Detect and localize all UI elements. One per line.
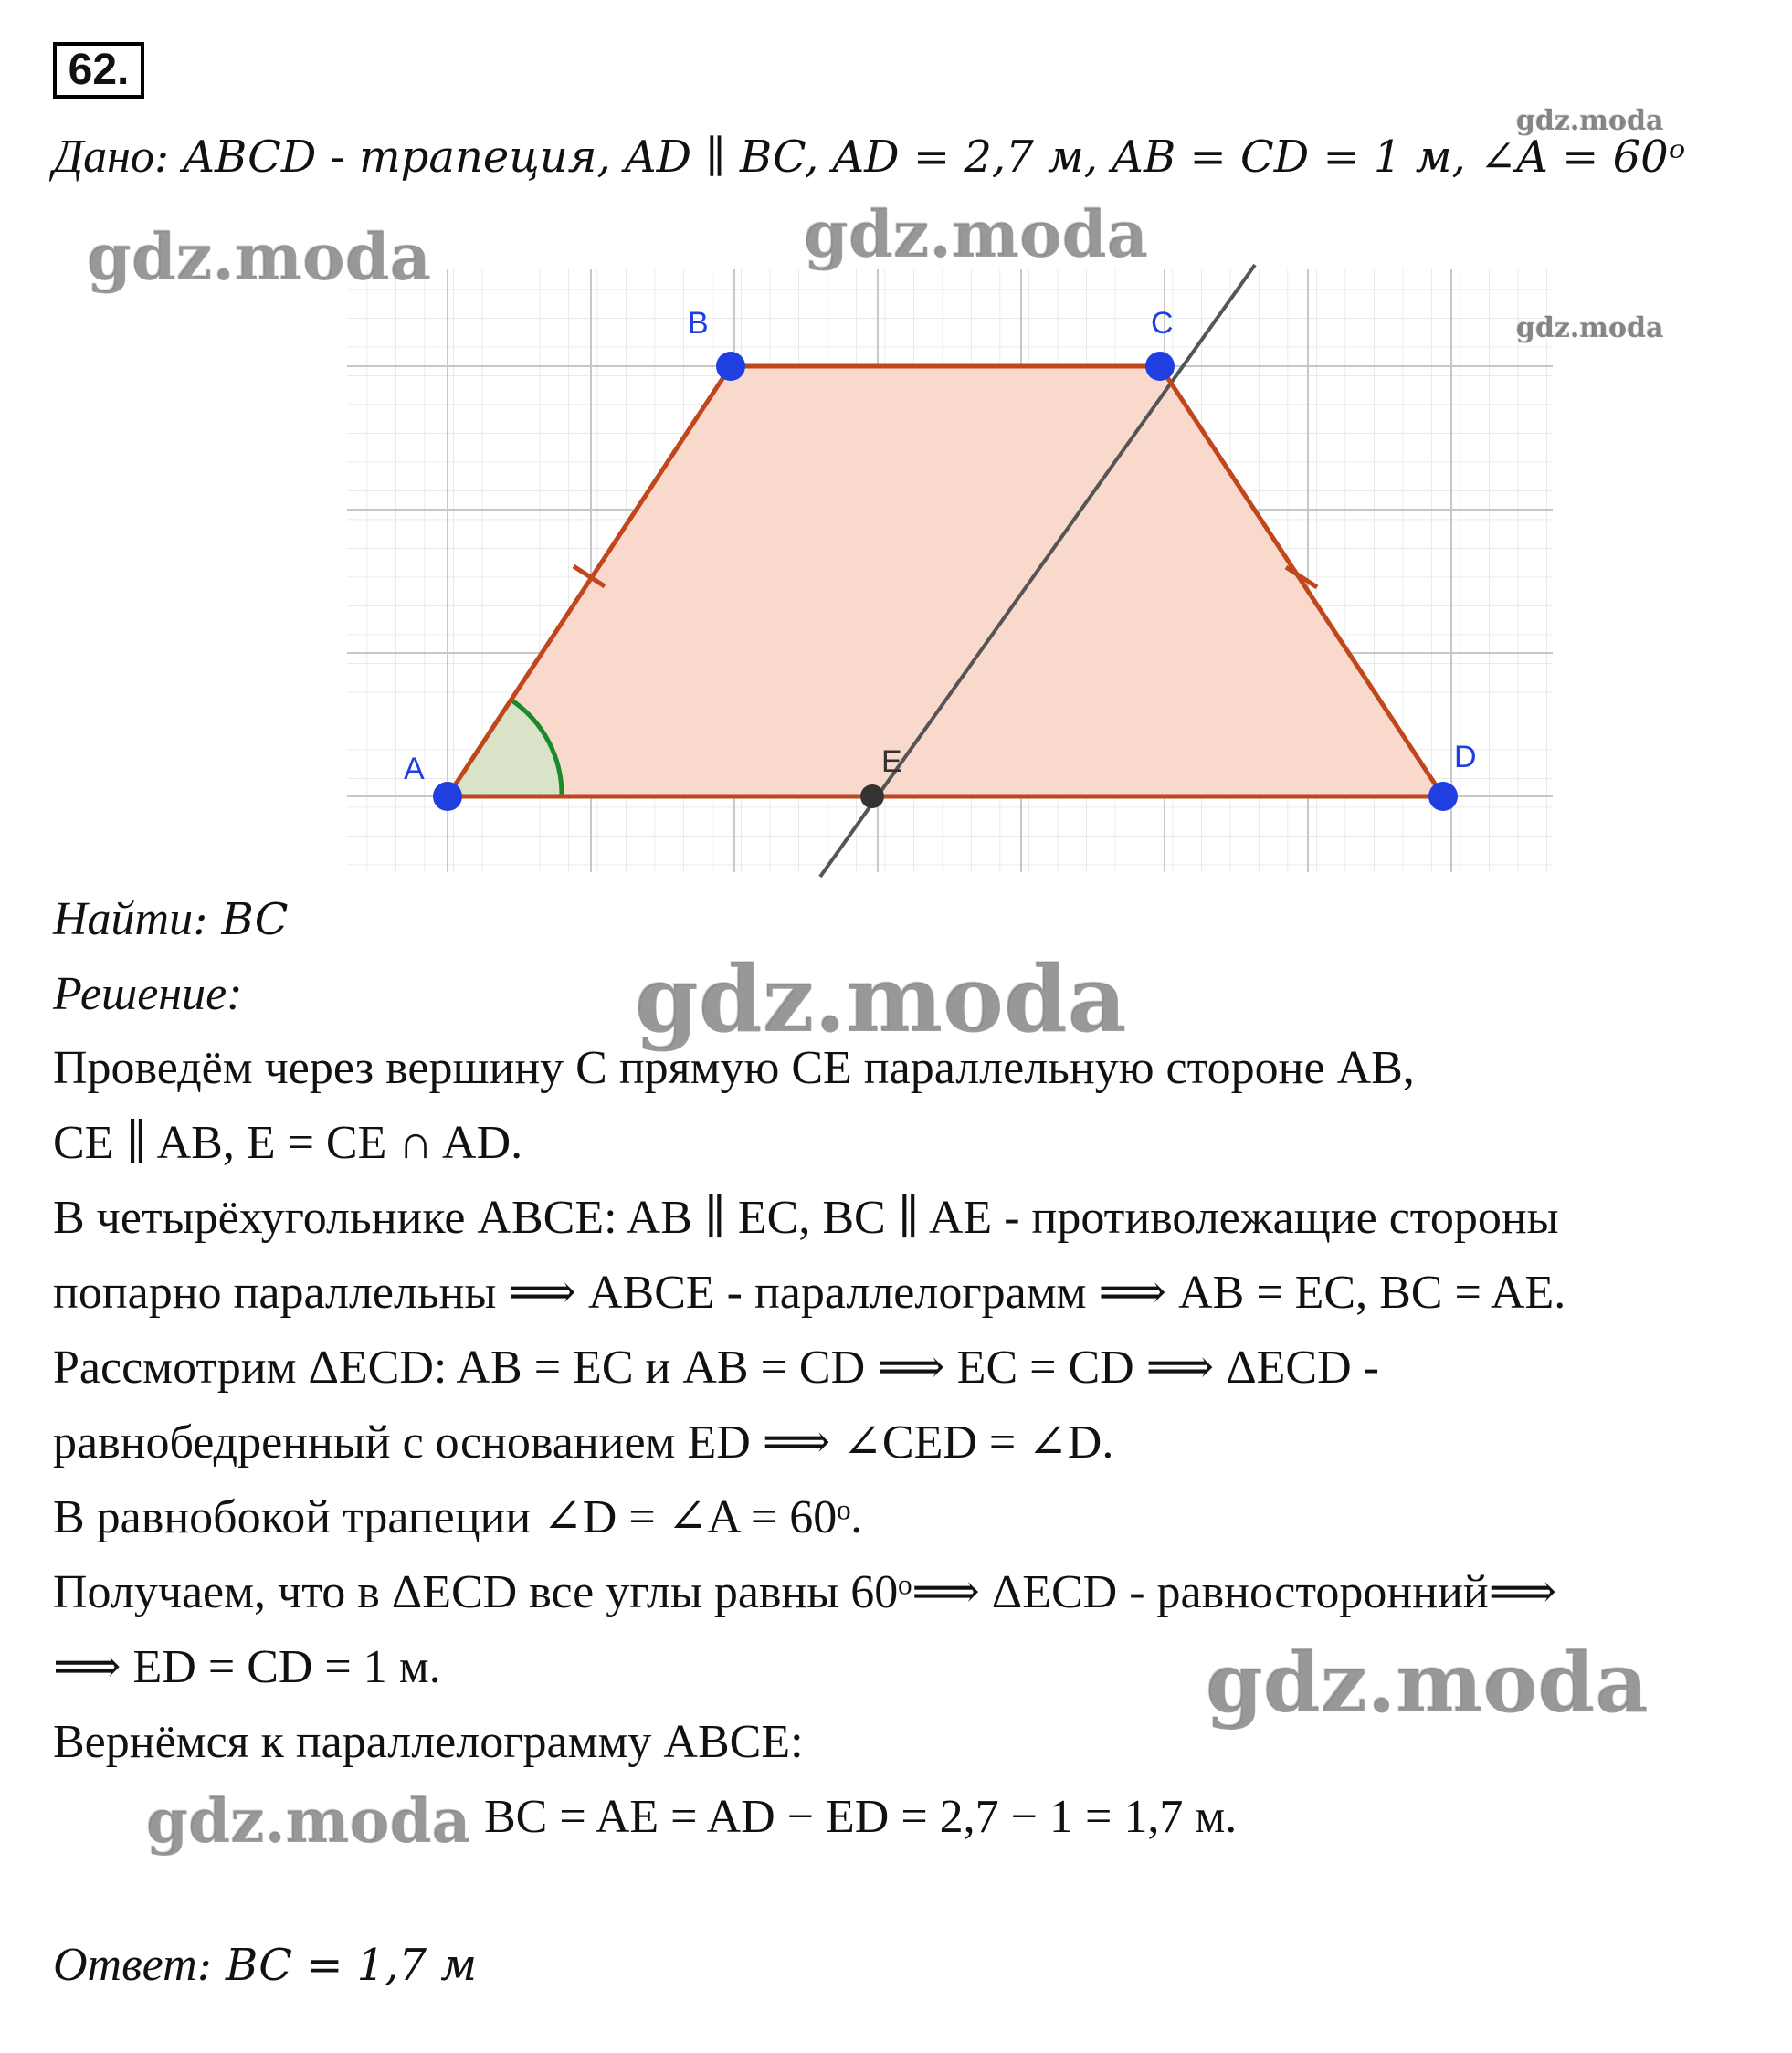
- answer-label: Ответ: [53, 1939, 197, 1991]
- find-label: Найти: [53, 893, 194, 945]
- solution-label: Решение:: [53, 968, 243, 1020]
- answer-text: : BC = 1,7 м: [196, 1940, 478, 1991]
- vertex-d: [1428, 782, 1458, 811]
- watermark: gdz.moda: [1516, 312, 1664, 344]
- solution-line-3: В четырёхугольнике ABCE: AB ∥ EC, BC ∥ AE - противолежащие стороны: [53, 1192, 1559, 1244]
- trapezoid-figure: [338, 260, 1562, 881]
- solution-line-1: Проведём через вершину C прямую CE параллельную стороне AB,: [53, 1042, 1415, 1094]
- solution-line-5: Рассмотрим ΔECD: AB = EC и AB = CD ⟹ EC = CD ⟹ ΔECD -: [53, 1342, 1379, 1394]
- solution-line-4: попарно параллельны ⟹ ABCE - параллелограмм ⟹ AB = EC, BC = AE.: [53, 1267, 1566, 1319]
- solution-line-7: В равнобокой трапеции ∠D = ∠A = 60ᵒ.: [53, 1491, 863, 1543]
- point-e: [860, 784, 884, 808]
- find-text: : BC: [193, 894, 289, 945]
- vertex-b: [716, 352, 745, 381]
- watermark: gdz.moda: [1206, 1635, 1649, 1732]
- label-e: E: [881, 744, 902, 779]
- label-c: C: [1151, 306, 1174, 341]
- label-d: D: [1454, 740, 1477, 774]
- problem-number: 62.: [53, 42, 144, 99]
- solution-line-2: CE ∥ AB, E = CE ∩ AD.: [53, 1117, 523, 1169]
- label-b: B: [688, 306, 709, 341]
- given-line: [53, 128, 1685, 186]
- vertex-a: [433, 782, 462, 811]
- solution-line-8: Получаем, что в ΔECD все углы равны 60ᵒ⟹ ΔECD - равносторонний⟹: [53, 1566, 1557, 1618]
- watermark: gdz.moda: [1516, 105, 1664, 137]
- watermark: gdz.moda: [635, 945, 1127, 1053]
- given-label: Дано: [53, 131, 154, 183]
- given-text: : ABCD - трапеция, AD ∥ BC, AD = 2,7 м, AB = CD = 1 м, ∠A = 60ᵒ: [153, 132, 1686, 183]
- solution-line-10: Вернёмся к параллелограмму ABCE:: [53, 1716, 804, 1768]
- solution-line-6: равнобедренный с основанием ED ⟹ ∠CED = ∠D.: [53, 1416, 1114, 1469]
- watermark: gdz.moda: [146, 1785, 471, 1857]
- find-line: [53, 890, 288, 949]
- watermark: gdz.moda: [87, 219, 432, 295]
- vertex-c: [1145, 352, 1175, 381]
- watermark: gdz.moda: [804, 196, 1149, 272]
- solution-line-11: BC = AE = AD − ED = 2,7 − 1 = 1,7 м.: [484, 1791, 1238, 1843]
- answer-line: [53, 1936, 477, 1995]
- label-a: A: [404, 752, 425, 786]
- solution-line-9: ⟹ ED = CD = 1 м.: [53, 1641, 441, 1693]
